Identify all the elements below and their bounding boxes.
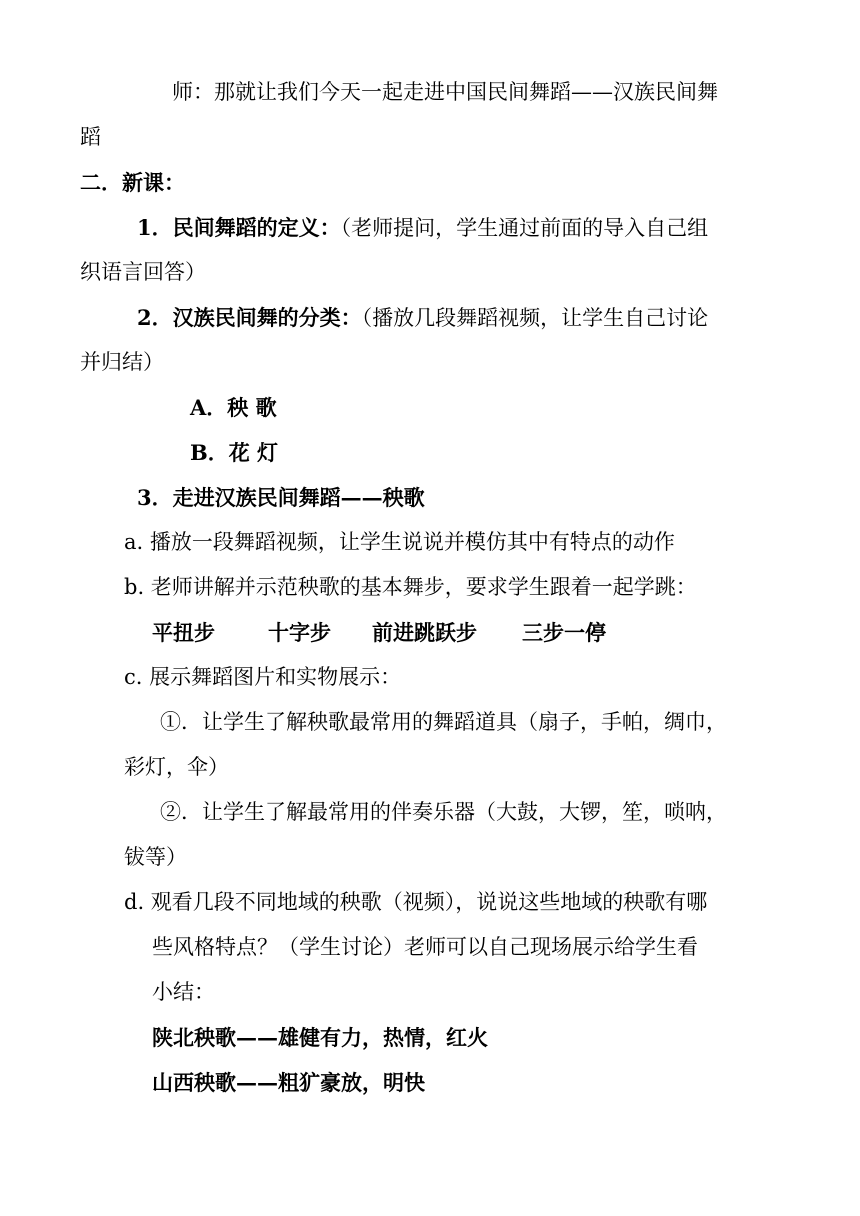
dance-step: 前进跳跃步 [372,620,477,645]
summary-item: 陕北秧歌——雄健有力，热情，红火 [152,1025,488,1050]
item-2-line-2: 并归结） [80,350,164,374]
item-3-title: 3．走进汉族民间舞蹈——秧歌 [137,485,425,510]
item-1-text: （老师提问，学生通过前面的导入自己组 [340,216,709,240]
item-3-a: a. 播放一段舞蹈视频，让学生说说并模仿其中有特点的动作 [124,530,675,554]
item-1-line-1 [137,217,708,239]
item-3-d-line-1: d. 观看几段不同地域的秧歌（视频），说说这些地域的秧歌有哪 [124,890,708,914]
item-3-c2-line-2: 钹等） [124,845,187,869]
dance-steps-row [152,622,606,643]
item-2-text: （播放几段舞蹈视频，让学生自己讨论 [361,306,709,330]
intro-line-1: 师：那就让我们今天一起走进中国民间舞蹈——汉族民间舞 [172,80,718,104]
item-3-c1-line-2: 彩灯，伞） [124,755,229,779]
summary-label: 小结： [152,980,215,1004]
intro-line-2: 蹈 [80,125,101,149]
category-option-a: A．秧 歌 [190,395,277,420]
item-3-b: b. 老师讲解并示范秧歌的基本舞步，要求学生跟着一起学跳： [124,575,697,599]
category-option-b: B．花 灯 [190,440,279,465]
item-3-c2-line-1: ②．让学生了解最常用的伴奏乐器（大鼓，大锣，笙，唢呐， [160,800,727,824]
item-3-c: c. 展示舞蹈图片和实物展示： [124,665,402,689]
item-3-c1-line-1: ①．让学生了解秧歌最常用的舞蹈道具（扇子，手帕，绸巾， [160,710,727,734]
item-2-title: 2．汉族民间舞的分类： [137,305,362,330]
item-2-line-1 [137,307,708,329]
section-heading: 二．新课： [80,170,185,195]
item-3-d-line-2: 些风格特点？（学生讨论）老师可以自己现场展示给学生看 [152,935,698,959]
item-1-line-2: 织语言回答） [80,260,206,284]
dance-step: 平扭步 [152,620,215,645]
dance-step: 三步一停 [522,620,606,645]
dance-step: 十字步 [268,620,331,645]
summary-item: 山西秧歌——粗犷豪放，明快 [152,1070,425,1095]
item-1-title: 1．民间舞蹈的定义： [137,215,341,240]
